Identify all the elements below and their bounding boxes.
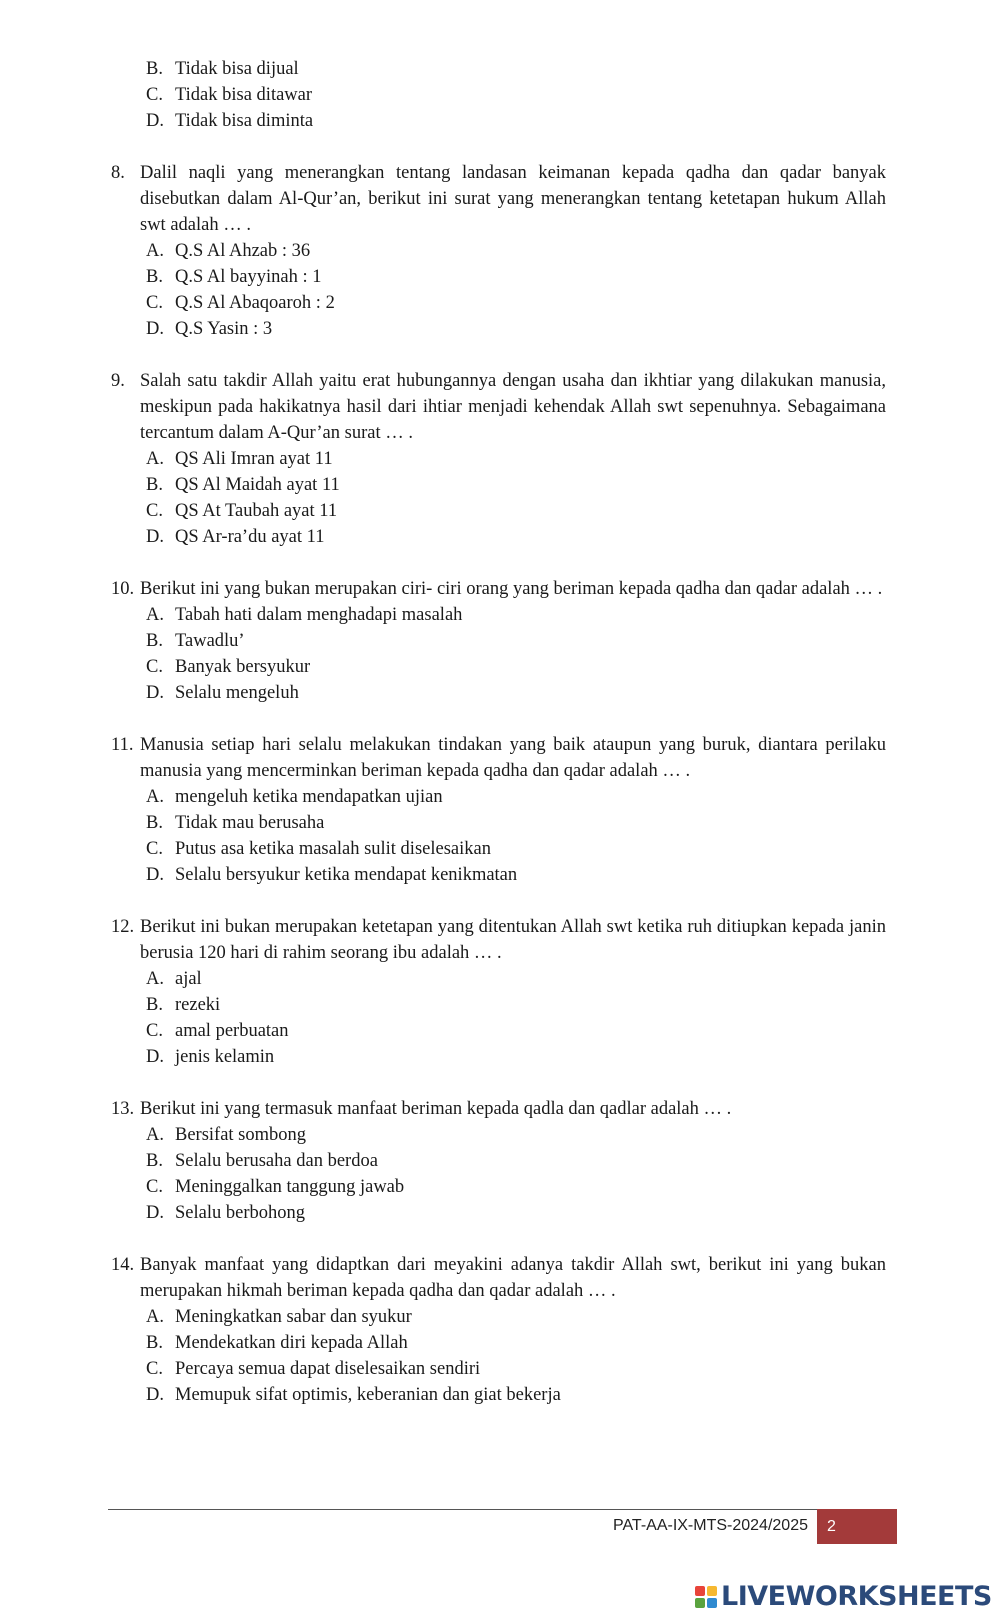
option-item [111,56,886,82]
option-item [140,680,886,706]
option-letter: B. [146,631,163,651]
option-letter: C. [146,839,163,859]
option-letter: A. [146,787,164,807]
footer-divider [108,1509,818,1510]
option-item [140,628,886,654]
question-number: 8. [111,163,125,183]
option-item [140,1018,886,1044]
option-item [140,1044,886,1070]
option-text: Bersifat sombong [175,1125,307,1145]
option-item [140,1304,886,1330]
option-list [140,602,886,706]
option-letter: D. [146,683,164,703]
option-text: Tidak bisa ditawar [175,85,313,105]
option-item [140,836,886,862]
option-letter: D. [146,1203,164,1223]
logo-square [695,1598,705,1608]
question-number: 9. [111,371,125,391]
option-item [140,810,886,836]
question-text: Berikut ini yang bukan merupakan ciri- ciri orang yang beriman kepada qadha dan qadar adalah … . [140,579,883,599]
option-item [111,108,886,134]
option-list [140,966,886,1070]
option-item [140,446,886,472]
question-number: 13. [111,1099,135,1119]
option-text: Q.S Yasin : 3 [175,319,273,339]
option-text: Selalu bersyukur ketika mendapat kenikmatan [175,865,518,885]
option-item [140,264,886,290]
option-letter: D. [146,1047,164,1067]
option-text: ajal [175,969,202,989]
option-letter: C. [146,1359,163,1379]
option-item [140,784,886,810]
option-text: Tawadlu’ [175,631,245,651]
question-text: Dalil naqli yang menerangkan tentang landasan keimanan kepada qadha dan qadar banyak disebutkan dalam Al-Qur’an, berikut ini surat yang menerangkan tentang ketetapan hukum Allah swt adalah … . [140,163,886,235]
question-number: 14. [111,1255,135,1275]
option-text: QS Ar-ra’du ayat 11 [175,527,325,547]
question-item [111,368,886,550]
option-text: Meninggalkan tanggung jawab [175,1177,405,1197]
option-item [140,966,886,992]
question-text: Banyak manfaat yang didaptkan dari meyakini adanya takdir Allah swt, berikut ini yang bukan merupakan hikmah beriman kepada qadha dan qadar adalah … . [140,1255,886,1301]
option-letter: B. [146,1151,163,1171]
option-letter: A. [146,449,164,469]
option-text: Q.S Al bayyinah : 1 [175,267,322,287]
option-text: Tidak bisa dijual [175,59,299,79]
option-list [140,1122,886,1226]
option-text: Tabah hati dalam menghadapi masalah [175,605,463,625]
question-item [111,732,886,888]
option-letter: B. [146,813,163,833]
option-text: jenis kelamin [175,1047,275,1067]
option-letter: D. [146,865,164,885]
option-letter: B. [146,59,163,79]
option-text: Selalu berusaha dan berdoa [175,1151,378,1171]
option-letter: A. [146,1125,164,1145]
option-letter: C. [146,1021,163,1041]
question-item [111,914,886,1070]
logo-square [695,1586,705,1596]
question-text: Salah satu takdir Allah yaitu erat hubungannya dengan usaha dan ikhtiar yang dilakukan manusia, meskipun pada hakikatnya hasil dari ihtiar menjadi kehendak Allah swt sepenuhnya. Sebagaimana tercantum dalam A-Qur’an surat … . [140,371,886,443]
option-text: mengeluh ketika mendapatkan ujian [175,787,443,807]
option-list [140,784,886,888]
option-item [140,472,886,498]
question-item [111,160,886,342]
option-item [140,862,886,888]
option-text: Tidak mau berusaha [175,813,325,833]
question-number: 10. [111,579,135,599]
option-text: QS Ali Imran ayat 11 [175,449,333,469]
option-letter: D. [146,319,164,339]
option-item [140,602,886,628]
option-item [140,992,886,1018]
carryover-options [111,56,886,134]
option-text: Tidak bisa diminta [175,111,314,131]
option-letter: A. [146,241,164,261]
question-item [111,1252,886,1408]
option-item [140,1122,886,1148]
question-content [111,56,886,1408]
liveworksheets-logo-icon [695,1586,717,1608]
option-item [140,1356,886,1382]
question-text: Manusia setiap hari selalu melakukan tindakan yang baik ataupun yang buruk, diantara perilaku manusia yang mencerminkan beriman kepada qadha dan qadar adalah … . [140,735,886,781]
option-letter: D. [146,527,164,547]
option-item [140,1200,886,1226]
option-list [140,1304,886,1408]
option-letter: C. [146,1177,163,1197]
option-text: Meningkatkan sabar dan syukur [175,1307,412,1327]
option-letter: C. [146,501,163,521]
option-letter: D. [146,1385,164,1405]
logo-square [707,1586,717,1596]
option-item [140,654,886,680]
option-text: amal perbuatan [175,1021,289,1041]
option-item [140,1174,886,1200]
option-item [140,238,886,264]
question-number: 12. [111,917,135,937]
question-list [111,160,886,1408]
liveworksheets-logo [695,1580,992,1614]
option-text: Selalu berbohong [175,1203,305,1223]
question-text: Berikut ini bukan merupakan ketetapan yang ditentukan Allah swt ketika ruh ditiupkan kepada janin berusia 120 hari di rahim seorang ibu adalah … . [140,917,886,963]
option-text: Mendekatkan diri kepada Allah [175,1333,408,1353]
option-text: Q.S Al Abaqoaroh : 2 [175,293,335,313]
option-text: Selalu mengeluh [175,683,299,703]
page-number-badge: 2 [817,1509,897,1544]
option-item [140,524,886,550]
option-item [140,1148,886,1174]
option-letter: D. [146,111,164,131]
logo-square [707,1598,717,1608]
option-letter: B. [146,1333,163,1353]
option-letter: C. [146,293,163,313]
option-item [140,316,886,342]
option-letter: B. [146,267,163,287]
option-letter: A. [146,1307,164,1327]
option-text: Putus asa ketika masalah sulit diselesaikan [175,839,491,859]
option-item [111,82,886,108]
option-item [140,290,886,316]
liveworksheets-logo-text: LIVEWORKSHEETS [721,1581,992,1612]
option-text: Memupuk sifat optimis, keberanian dan giat bekerja [175,1385,561,1405]
option-letter: A. [146,969,164,989]
option-text: Percaya semua dapat diselesaikan sendiri [175,1359,481,1379]
option-item [140,1382,886,1408]
question-item [111,1096,886,1226]
option-letter: A. [146,605,164,625]
option-text: QS At Taubah ayat 11 [175,501,338,521]
question-number: 11. [111,735,134,755]
option-text: Q.S Al Ahzab : 36 [175,241,311,261]
option-text: rezeki [175,995,221,1015]
question-text: Berikut ini yang termasuk manfaat beriman kepada qadla dan qadlar adalah … . [140,1099,732,1119]
option-letter: B. [146,475,163,495]
option-item [140,498,886,524]
option-letter: C. [146,657,163,677]
option-list [140,446,886,550]
option-list [140,238,886,342]
footer-exam-code: PAT-AA-IX-MTS-2024/2025 [612,1517,808,1534]
option-letter: B. [146,995,163,1015]
question-item [111,576,886,706]
option-letter: C. [146,85,163,105]
option-text: Banyak bersyukur [175,657,311,677]
option-item [140,1330,886,1356]
option-text: QS Al Maidah ayat 11 [175,475,340,495]
